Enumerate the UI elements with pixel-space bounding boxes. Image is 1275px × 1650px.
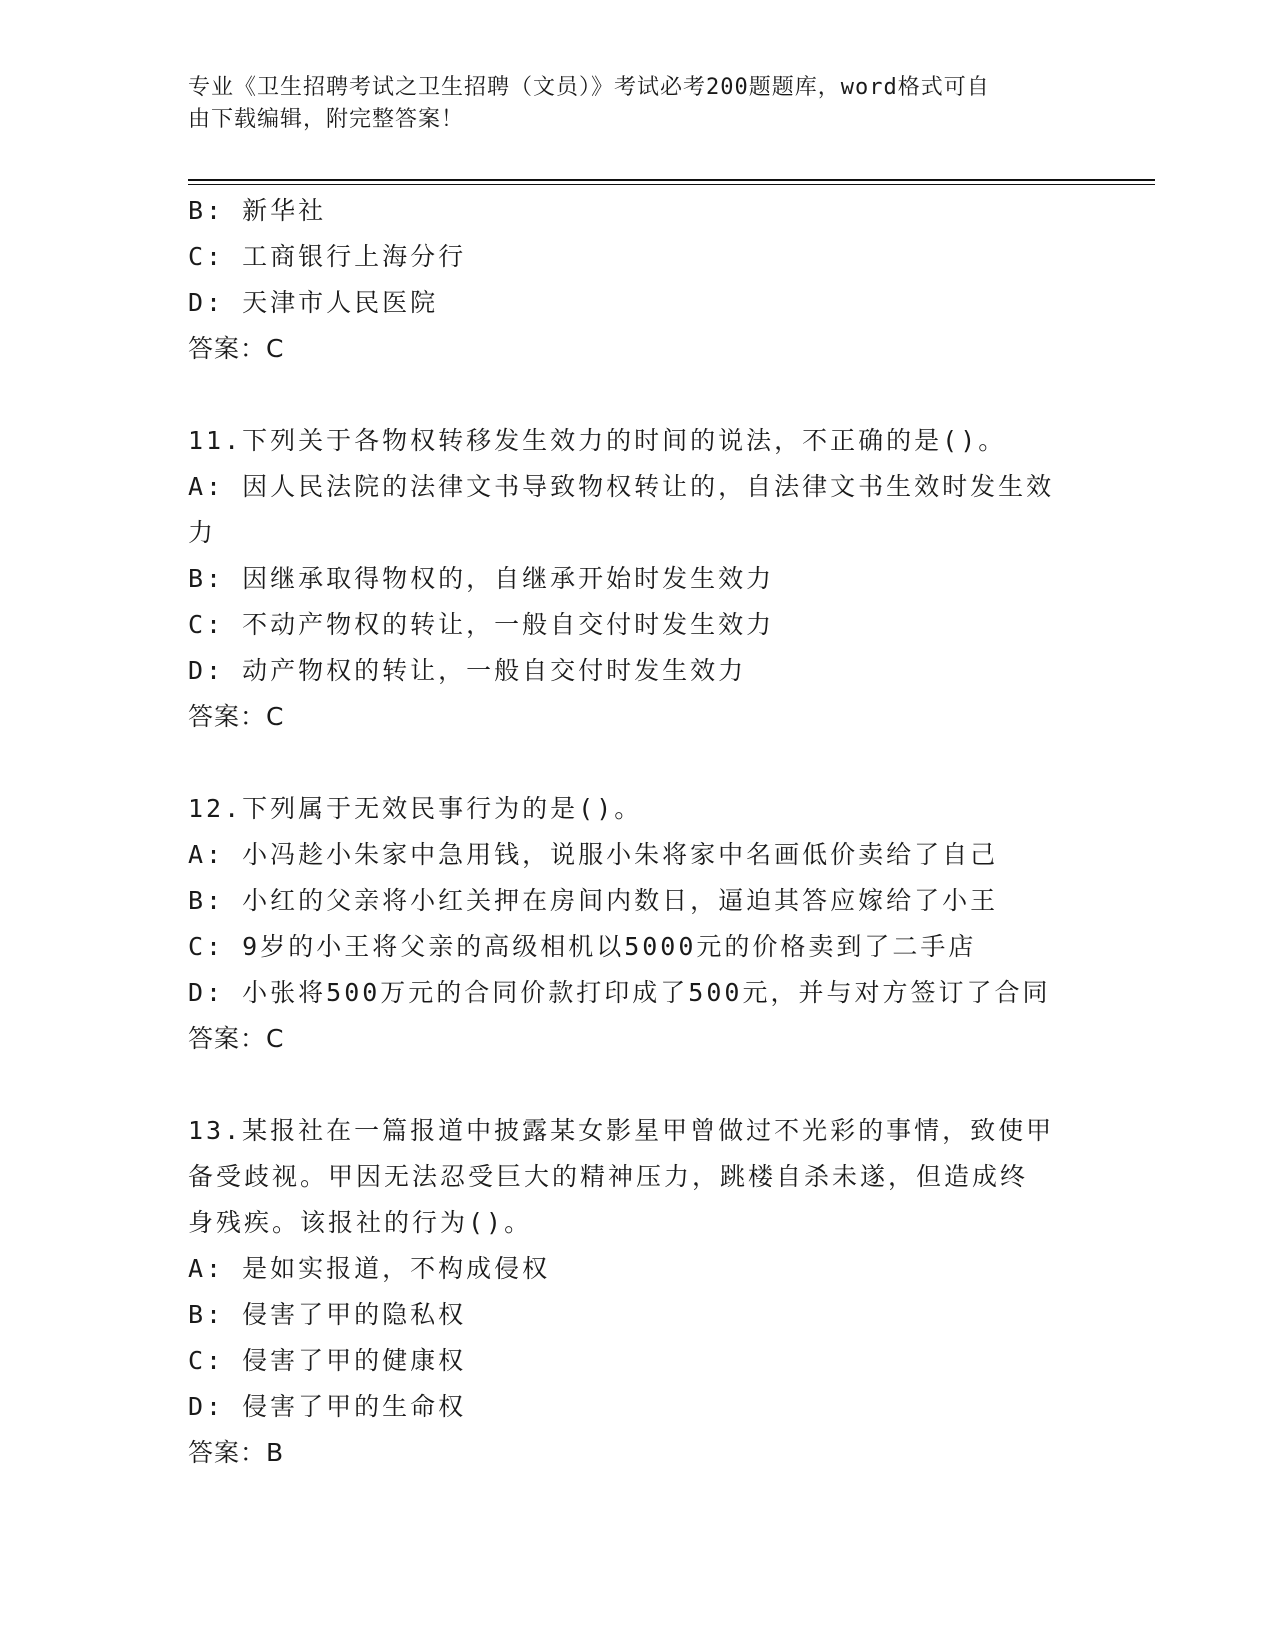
question-stem-line-3: 身残疾。该报社的行为()。 <box>188 1208 533 1237</box>
option-c: C: 侵害了甲的健康权 <box>188 1346 467 1375</box>
option-c: C: 工商银行上海分行 <box>188 242 467 271</box>
option-c: C: 不动产物权的转让，一般自交付时发生效力 <box>188 610 775 639</box>
option-b: B: 新华社 <box>188 196 327 225</box>
option-a: A: 小冯趁小朱家中急用钱，说服小朱将家中名画低价卖给了自己 <box>188 840 999 869</box>
option-a: A: 因人民法院的法律文书导致物权转让的，自法律文书生效时发生效 <box>188 472 1055 501</box>
option-d: D: 侵害了甲的生命权 <box>188 1392 467 1421</box>
question-stem: 12.下列属于无效民事行为的是()。 <box>188 794 643 823</box>
answer-line: 答案：C <box>188 1024 285 1053</box>
spacer <box>188 740 1088 786</box>
spacer <box>188 1062 1088 1108</box>
header-divider-thick <box>188 179 1155 181</box>
spacer <box>188 372 1088 418</box>
option-c: C: 9岁的小王将父亲的高级相机以5000元的价格卖到了二手店 <box>188 932 977 961</box>
option-d: D: 小张将500万元的合同价款打印成了500元，并与对方签订了合同 <box>188 978 1051 1007</box>
question-block-prev <box>188 188 1088 372</box>
header-divider-thin <box>188 184 1155 185</box>
question-block-12 <box>188 786 1088 1062</box>
question-stem-line-2: 备受歧视。甲因无法忍受巨大的精神压力，跳楼自杀未遂，但造成终 <box>188 1162 1029 1191</box>
answer-line: 答案：C <box>188 334 285 363</box>
option-a-continued: 力 <box>188 518 217 547</box>
answer-line: 答案：C <box>188 702 285 731</box>
question-stem: 11.下列关于各物权转移发生效力的时间的说法，不正确的是()。 <box>188 426 1007 455</box>
header-line-2: 由下载编辑，附完整答案！ <box>188 107 465 132</box>
option-d: D: 动产物权的转让，一般自交付时发生效力 <box>188 656 747 685</box>
answer-line: 答案：B <box>188 1438 285 1467</box>
question-block-13 <box>188 1108 1088 1476</box>
question-block-11 <box>188 418 1088 740</box>
option-a: A: 是如实报道，不构成侵权 <box>188 1254 551 1283</box>
question-stem-line-1: 13.某报社在一篇报道中披露某女影星甲曾做过不光彩的事情，致使甲 <box>188 1116 1055 1145</box>
option-b: B: 因继承取得物权的，自继承开始时发生效力 <box>188 564 775 593</box>
option-b: B: 小红的父亲将小红关押在房间内数日，逼迫其答应嫁给了小王 <box>188 886 999 915</box>
header-line-1: 专业《卫生招聘考试之卫生招聘（文员）》考试必考200题题库，word格式可自 <box>188 75 990 100</box>
option-b: B: 侵害了甲的隐私权 <box>188 1300 467 1329</box>
question-list <box>188 188 1088 1476</box>
option-d: D: 天津市人民医院 <box>188 288 439 317</box>
document-header <box>188 72 1068 136</box>
